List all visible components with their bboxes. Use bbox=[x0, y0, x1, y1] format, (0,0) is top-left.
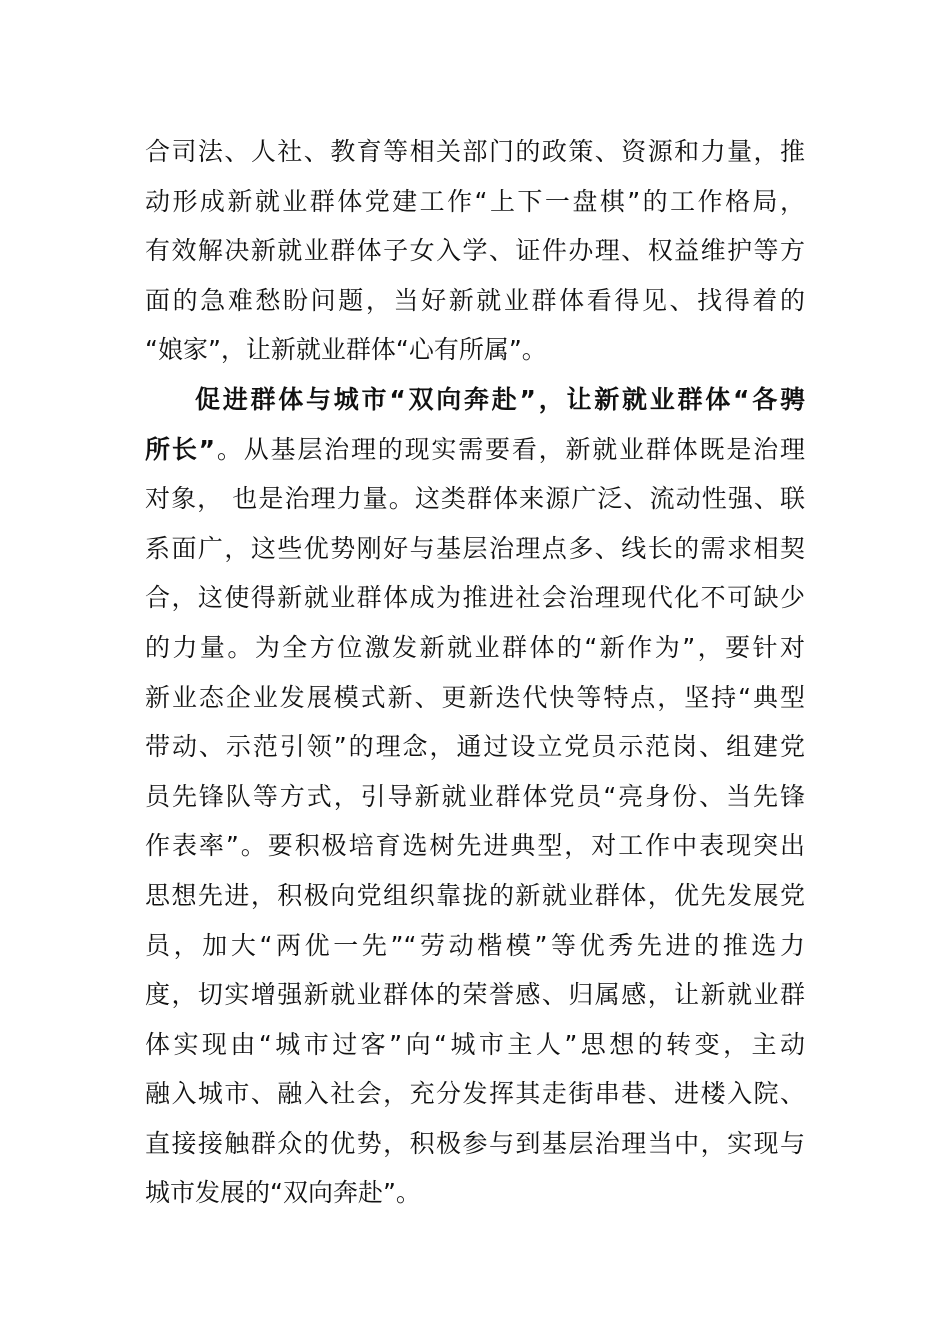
paragraph-1-line: 合司法、人社、教育等相关部门的政策、资源和力量，推 bbox=[145, 137, 805, 166]
paragraph-1-line: 有效解决新就业群体子女入学、证件办理、权益维护等方 bbox=[145, 236, 805, 266]
paragraph-1 bbox=[145, 127, 805, 375]
paragraph-1-line: 面的急难愁盼问题，当好新就业群体看得见、找得着的 bbox=[145, 285, 805, 315]
paragraph-2-line: 思想先进，积极向党组织靠拢的新就业群体，优先发展党 bbox=[145, 880, 805, 910]
paragraph-2-heading-end: 所长” bbox=[145, 434, 216, 464]
paragraph-2-heading: 促进群体与城市“双向奔赴”，让新就业群体“各骋 bbox=[195, 384, 805, 414]
paragraph-2-line bbox=[145, 425, 805, 475]
paragraph-2-line: 城市发展的“双向奔赴”。 bbox=[145, 1178, 421, 1208]
document-body bbox=[145, 127, 805, 1218]
paragraph-2-line: 新业态企业发展模式新、更新迭代快等特点，坚持“典型 bbox=[145, 682, 805, 712]
paragraph-2-line: 带动、示范引领”的理念，通过设立党员示范岗、组建党 bbox=[145, 732, 805, 762]
paragraph-2-line: 体实现由“城市过客”向“城市主人”思想的转变，主动 bbox=[145, 1029, 805, 1059]
paragraph-2-line: 度，切实增强新就业群体的荣誉感、归属感，让新就业群 bbox=[145, 980, 805, 1010]
paragraph-2-line: 系面广，这些优势刚好与基层治理点多、线长的需求相契 bbox=[145, 533, 805, 563]
paragraph-2-line: 融入城市、融入社会，充分发挥其走街串巷、进楼入院、 bbox=[145, 1079, 805, 1109]
paragraph-2-line: 合，这使得新就业群体成为推进社会治理现代化不可缺少 bbox=[145, 583, 805, 613]
paragraph-1-line: “娘家”，让新就业群体“心有所属”。 bbox=[145, 335, 547, 365]
paragraph-2-line: 直接接触群众的优势，积极参与到基层治理当中，实现与 bbox=[145, 1128, 805, 1158]
paragraph-2-line: 作表率”。要积极培育选树先进典型，对工作中表现突出 bbox=[145, 831, 805, 861]
paragraph-2-line-rest: 。从基层治理的现实需要看，新就业群体既是治理 bbox=[215, 434, 805, 464]
paragraph-1-line: 动形成新就业群体党建工作“上下一盘棋”的工作格局， bbox=[145, 186, 805, 216]
paragraph-2-line: 对象， 也是治理力量。这类群体来源广泛、流动性强、联 bbox=[145, 484, 805, 514]
paragraph-2 bbox=[145, 375, 805, 1218]
paragraph-2-line: 的力量。为全方位激发新就业群体的“新作为”，要针对 bbox=[145, 632, 805, 662]
paragraph-2-line: 员，加大“两优一先”“劳动楷模”等优秀先进的推选力 bbox=[145, 930, 805, 960]
paragraph-2-line: 员先锋队等方式，引导新就业群体党员“亮身份、当先锋 bbox=[145, 781, 805, 811]
